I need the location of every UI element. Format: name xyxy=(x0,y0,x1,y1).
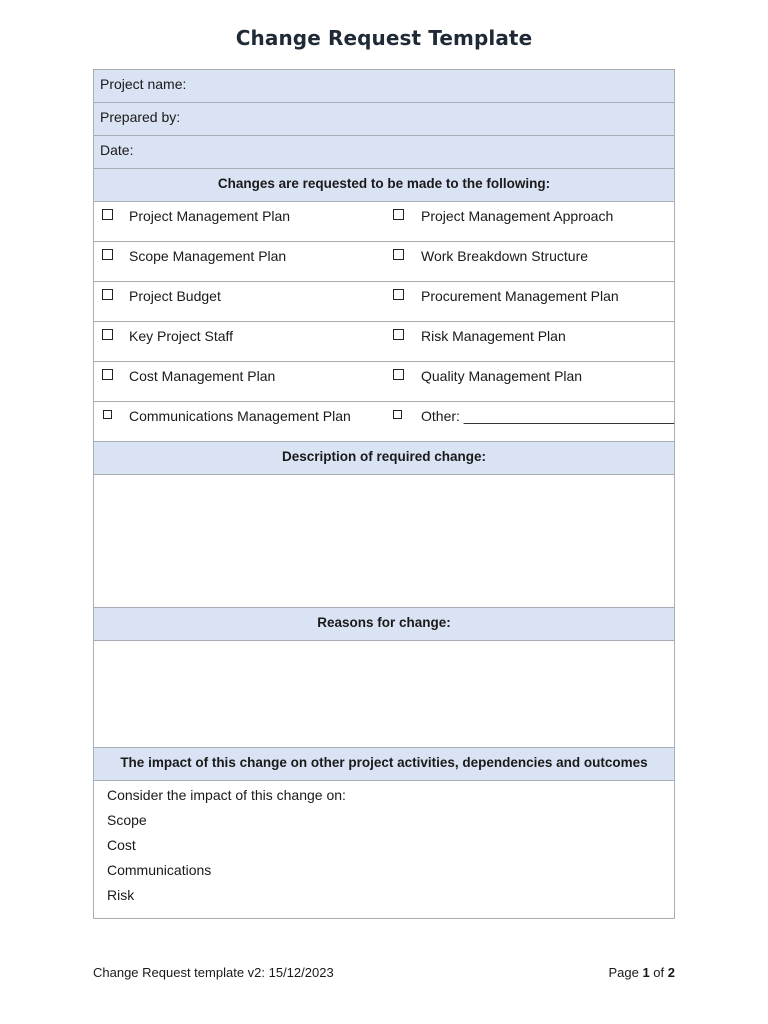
checklist-item xyxy=(94,402,384,441)
checklist-row xyxy=(94,242,674,282)
checkbox[interactable] xyxy=(102,329,113,340)
checklist-item xyxy=(94,202,384,241)
checklist-label: Other: ___________________________ xyxy=(421,408,675,424)
checklist-row xyxy=(94,362,674,402)
checklist-label: Project Management Approach xyxy=(421,208,614,224)
page-prefix: Page xyxy=(608,965,643,980)
checklist-row xyxy=(94,402,674,442)
impact-area[interactable] xyxy=(94,781,674,918)
project-name-field[interactable] xyxy=(94,70,674,103)
description-header: Description of required change: xyxy=(94,442,674,475)
project-name-label: Project name: xyxy=(100,76,187,92)
reasons-header: Reasons for change: xyxy=(94,608,674,641)
checklist-row xyxy=(94,322,674,362)
checklist-row xyxy=(94,282,674,322)
page-title: Change Request Template xyxy=(235,26,533,50)
description-area[interactable] xyxy=(94,475,674,608)
checklist-label: Communications Management Plan xyxy=(129,408,351,424)
checklist-label: Risk Management Plan xyxy=(421,328,566,344)
checklist-label: Quality Management Plan xyxy=(421,368,583,384)
footer-page-number xyxy=(608,965,675,980)
checkbox[interactable] xyxy=(393,209,404,220)
checklist-label: Scope Management Plan xyxy=(129,248,287,264)
checklist-label: Project Management Plan xyxy=(129,208,291,224)
checkbox[interactable] xyxy=(393,249,404,260)
change-request-form xyxy=(93,69,675,919)
checklist-row xyxy=(94,202,674,242)
checklist-item xyxy=(384,242,674,281)
checkbox[interactable] xyxy=(103,410,112,419)
page-of: of xyxy=(649,965,668,980)
checklist-label: Procurement Management Plan xyxy=(421,288,619,304)
impact-header: The impact of this change on other project activities, dependencies and outcomes xyxy=(94,748,674,781)
impact-line: Cost xyxy=(107,837,136,853)
changes-header: Changes are requested to be made to the following: xyxy=(94,169,674,202)
date-field[interactable] xyxy=(94,136,674,169)
reasons-area[interactable] xyxy=(94,641,674,748)
page-current: 1 xyxy=(642,965,650,980)
checklist-item xyxy=(384,282,674,321)
impact-line: Risk xyxy=(107,887,135,903)
impact-line: Consider the impact of this change on: xyxy=(107,787,346,803)
prepared-by-field[interactable] xyxy=(94,103,674,136)
checklist-item xyxy=(94,322,384,361)
checklist-item xyxy=(384,362,674,401)
checklist-item xyxy=(384,402,674,441)
checkbox[interactable] xyxy=(393,410,402,419)
checkbox[interactable] xyxy=(102,249,113,260)
checklist-item xyxy=(384,202,674,241)
impact-line: Scope xyxy=(107,812,147,828)
checkbox[interactable] xyxy=(102,209,113,220)
checklist-label: Cost Management Plan xyxy=(129,368,276,384)
checklist-label: Project Budget xyxy=(129,288,221,304)
page-total: 2 xyxy=(667,965,675,980)
checkbox[interactable] xyxy=(393,329,404,340)
checkbox[interactable] xyxy=(393,289,404,300)
checkbox[interactable] xyxy=(393,369,404,380)
checkbox[interactable] xyxy=(102,369,113,380)
checklist-item xyxy=(94,242,384,281)
checklist-item xyxy=(94,362,384,401)
footer-version: Change Request template v2: 15/12/2023 xyxy=(93,965,334,980)
checkbox[interactable] xyxy=(102,289,113,300)
impact-line: Communications xyxy=(107,862,212,878)
checklist-label: Key Project Staff xyxy=(129,328,234,344)
date-label: Date: xyxy=(100,142,134,158)
prepared-by-label: Prepared by: xyxy=(100,109,181,125)
checklist-item xyxy=(384,322,674,361)
checklist-label: Work Breakdown Structure xyxy=(421,248,589,264)
checklist-item xyxy=(94,282,384,321)
